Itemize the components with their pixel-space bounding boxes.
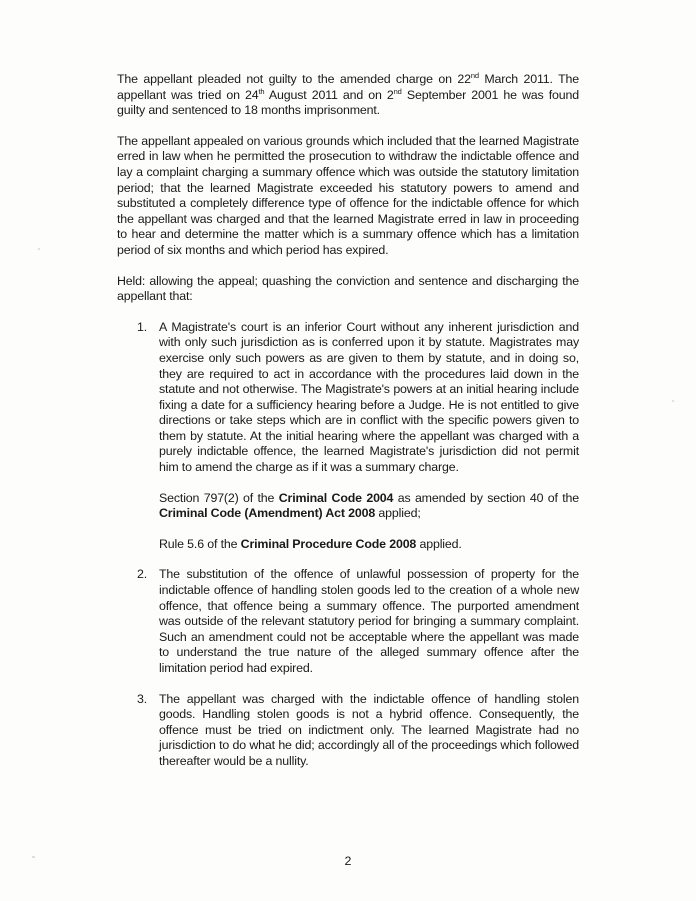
statute-citation bbox=[159, 491, 579, 522]
list-item-text: The substitution of the offence of unlawful possession of property for the indictable offence of handling stolen goods led to the creation of a whole new offence, that offence being a summary offence. The purported amendment was outside of the relevant statutory period for bringing a summary complaint. Such an amendment could not be acceptable where the appellant was made to understand the true nature of the alleged summary offence after the limitation period had expired. bbox=[159, 567, 579, 675]
text-run: applied; bbox=[375, 506, 421, 521]
text-run: Rule 5.6 of the bbox=[159, 536, 241, 551]
text-run: Section 797(2) of the bbox=[159, 490, 279, 505]
list-item bbox=[117, 692, 579, 770]
scan-speck bbox=[672, 400, 674, 402]
list-item-text: The appellant was charged with the indictable offence of handling stolen goods. Handling stolen goods is not a hybrid offence. Consequently, the offence must be tried on indictment only. The learned Magistrate had no jurisdiction to do what he did; accordingly all of the proceedings which followed thereafter would be a nullity. bbox=[159, 691, 579, 768]
list-item bbox=[117, 567, 579, 676]
list-item-number: 1. bbox=[137, 319, 148, 334]
list-item-body bbox=[159, 692, 579, 770]
text-run: August 2011 and on 2 bbox=[264, 87, 394, 102]
paragraph-grounds: The appellant appealed on various grounds which included that the learned Magistrate erred in law when he permitted the prosecution to withdraw the indictable offence and lay a complaint charging a summary offence which was outside the statutory limitation period; that the learned Magistrate exceeded his statutory powers to amend and substituted a completely difference type of offence for the indictable offence for which the appellant was charged and that the learned Magistrate erred in law in proceeding to hear and determine the matter which is a summary offence which has a limitation period of six months and which period has expired. bbox=[117, 133, 579, 257]
paragraph-plea bbox=[117, 72, 579, 119]
document-body bbox=[117, 72, 579, 785]
list-item bbox=[117, 320, 579, 553]
text-run: March 2011. The appellant was tried on 24 bbox=[117, 72, 579, 102]
paragraph-held: Held: allowing the appeal; quashing the conviction and sentence and discharging the appellant that: bbox=[117, 273, 579, 304]
list-item-text: A Magistrate's court is an inferior Court without any inherent jurisdiction and with only such jurisdiction as is conferred upon it by statute. Magistrates may exercise only such powers as are given to them by statute, and in doing so, they are required to act in accordance with the procedures laid down in the statute and not otherwise. The Magistrate's powers at an initial hearing include fixing a date for a sufficiency hearing before a Judge. He is not entitled to give directions or take steps which are in conflict with the specific powers given to them by statute. At the initial hearing where the appellant was charged with a purely indictable offence, the learned Magistrate's jurisdiction did not permit him to amend the charge as if it was a summary charge. bbox=[159, 319, 579, 475]
text-run: applied. bbox=[416, 536, 462, 551]
rule-citation bbox=[159, 537, 579, 553]
page-number: 2 bbox=[344, 854, 352, 868]
text-run: The appellant pleaded not guilty to the amended charge on 22 bbox=[117, 72, 471, 86]
statute-title: Criminal Procedure Code 2008 bbox=[240, 536, 417, 551]
statute-title: Criminal Code (Amendment) Act 2008 bbox=[159, 506, 376, 521]
statute-title: Criminal Code 2004 bbox=[278, 490, 394, 505]
ordinal-suffix: nd bbox=[470, 70, 479, 80]
list-item-number: 2. bbox=[137, 567, 148, 582]
ordinal-suffix: th bbox=[258, 86, 265, 96]
scan-speck bbox=[38, 248, 40, 250]
list-item-number: 3. bbox=[137, 691, 148, 706]
list-item-body bbox=[159, 567, 579, 676]
text-run: as amended by section 40 of the bbox=[393, 490, 579, 505]
ordinal-suffix: nd bbox=[393, 86, 402, 96]
list-item-body bbox=[159, 320, 579, 553]
text-run: September 2001 he was found guilty and sentenced to 18 months imprisonment. bbox=[117, 87, 579, 118]
